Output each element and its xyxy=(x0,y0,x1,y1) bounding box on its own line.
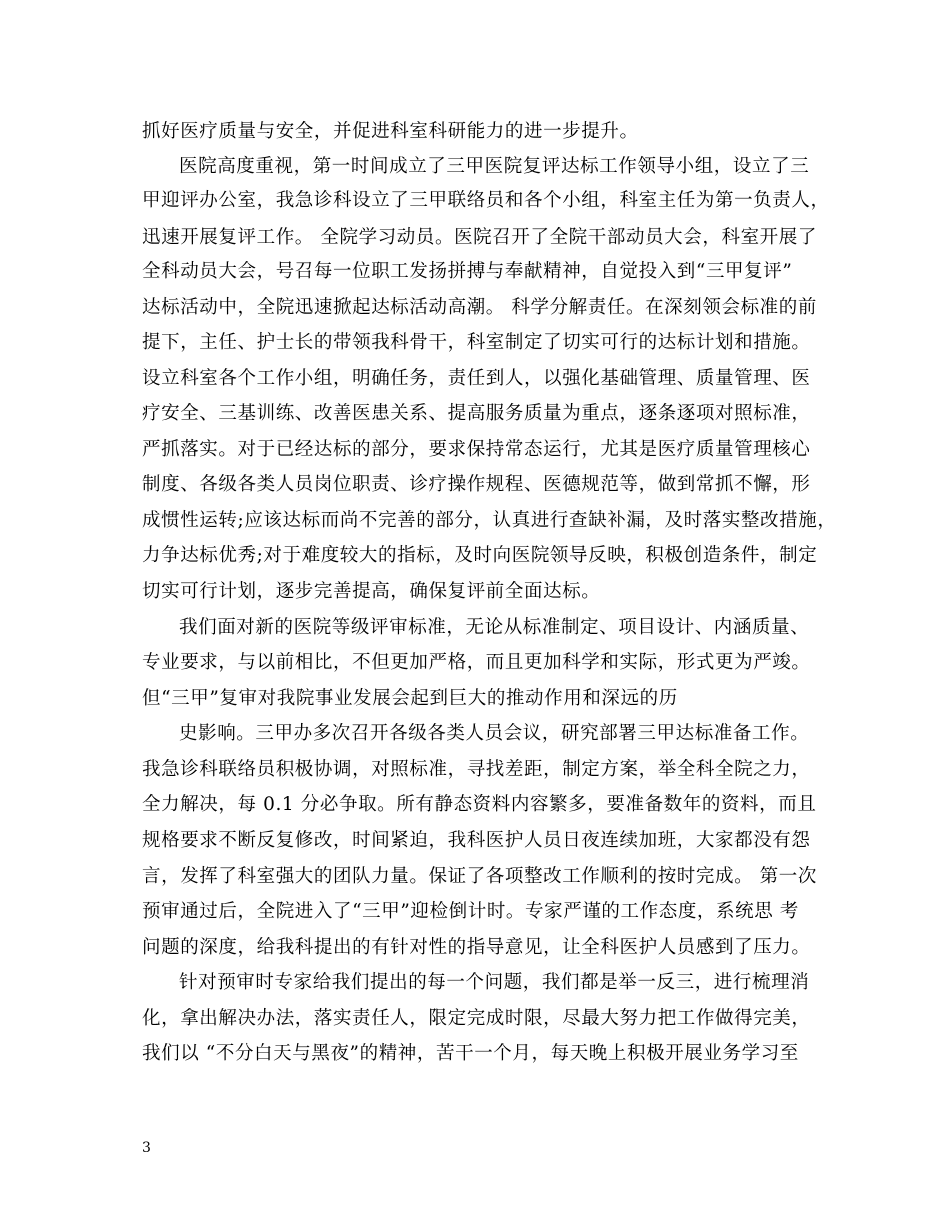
text-line: 疗安全、三基训练、改善医患关系、提高服务质量为重点，逐条逐项对照标准， xyxy=(142,403,811,424)
text-line: 言，发挥了科室强大的团队力量。保证了各项整改工作顺利的按时完成。 第一次 xyxy=(142,866,817,887)
text-line: 问题的深度，给我科提出的有针对性的指导意见，让全科医护人员感到了压力。 xyxy=(142,937,811,958)
text-line: 史影响。三甲办多次召开各级各类人员会议，研究部署三甲达标准备工作。 xyxy=(179,723,810,744)
text-line: 力争达标优秀;对于难度较大的指标，及时向医院领导反映，积极创造条件，制定 xyxy=(142,545,818,566)
text-line: 成惯性运转;应该达标而尚不完善的部分，认真进行查缺补漏，及时落实整改措施， xyxy=(142,510,837,531)
text-line: 甲迎评办公室，我急诊科设立了三甲联络员和各个小组，科室主任为第一负责人， xyxy=(142,190,830,211)
text-line: 专业要求，与以前相比，不但更加严格，而且更加科学和实际，形式更为严竣。 xyxy=(142,652,811,673)
text-line: 达标活动中，全院迅速掀起达标活动高潮。 科学分解责任。在深刻领会标准的前 xyxy=(142,297,817,318)
page-number: 3 xyxy=(142,1140,151,1156)
text-line: 但“三甲”复审对我院事业发展会起到巨大的推动作用和深远的历 xyxy=(142,688,678,709)
text-line: 我们以 “不分白天与黑夜”的精神，苦干一个月，每天晚上积极开展业务学习至 xyxy=(142,1043,799,1064)
text-line: 医院高度重视，第一时间成立了三甲医院复评达标工作领导小组，设立了三 xyxy=(179,156,810,177)
text-line: 全力解决，每 0.1 分必争取。所有静态资料内容繁多，要准备数年的资料，而且 xyxy=(142,794,817,815)
text-line: 全科动员大会，号召每一位职工发扬拼搏与奉献精神，自觉投入到“三甲复评” xyxy=(142,261,793,282)
text-line: 制度、各级各类人员岗位职责、诊疗操作规程、医德规范等，做到常抓不懈，形 xyxy=(142,474,811,495)
text-line: 切实可行计划，逐步完善提高，确保复评前全面达标。 xyxy=(142,581,601,602)
text-line: 设立科室各个工作小组，明确任务，责任到人，以强化基础管理、质量管理、医 xyxy=(142,368,811,389)
text-line: 针对预审时专家给我们提出的每一个问题，我们都是举一反三，进行梳理消 xyxy=(179,972,810,993)
text-line: 规格要求不断反复修改，时间紧迫，我科医护人员日夜连续加班，大家都没有怨 xyxy=(142,830,811,851)
text-line: 提下，主任、护士长的带领我科骨干，科室制定了切实可行的达标计划和措施。 xyxy=(142,332,811,353)
text-line: 抓好医疗质量与安全，并促进科室科研能力的进一步提升。 xyxy=(142,121,639,142)
text-line: 迅速开展复评工作。 全院学习动员。医院召开了全院干部动员大会，科室开展了 xyxy=(142,227,817,248)
text-line: 化，拿出解决办法，落实责任人，限定完成时限，尽最大努力把工作做得完美， xyxy=(142,1008,811,1029)
text-line: 我们面对新的医院等级评审标准，无论从标准制定、项目设计、内涵质量、 xyxy=(179,617,810,638)
text-line: 我急诊科联络员积极协调，对照标准，寻找差距，制定方案，举全科全院之力， xyxy=(142,759,811,780)
text-line: 预审通过后，全院进入了“三甲”迎检倒计时。专家严谨的工作态度，系统思 考 xyxy=(142,901,799,922)
text-line: 严抓落实。对于已经达标的部分，要求保持常态运行，尤其是医疗质量管理核心 xyxy=(142,439,811,460)
